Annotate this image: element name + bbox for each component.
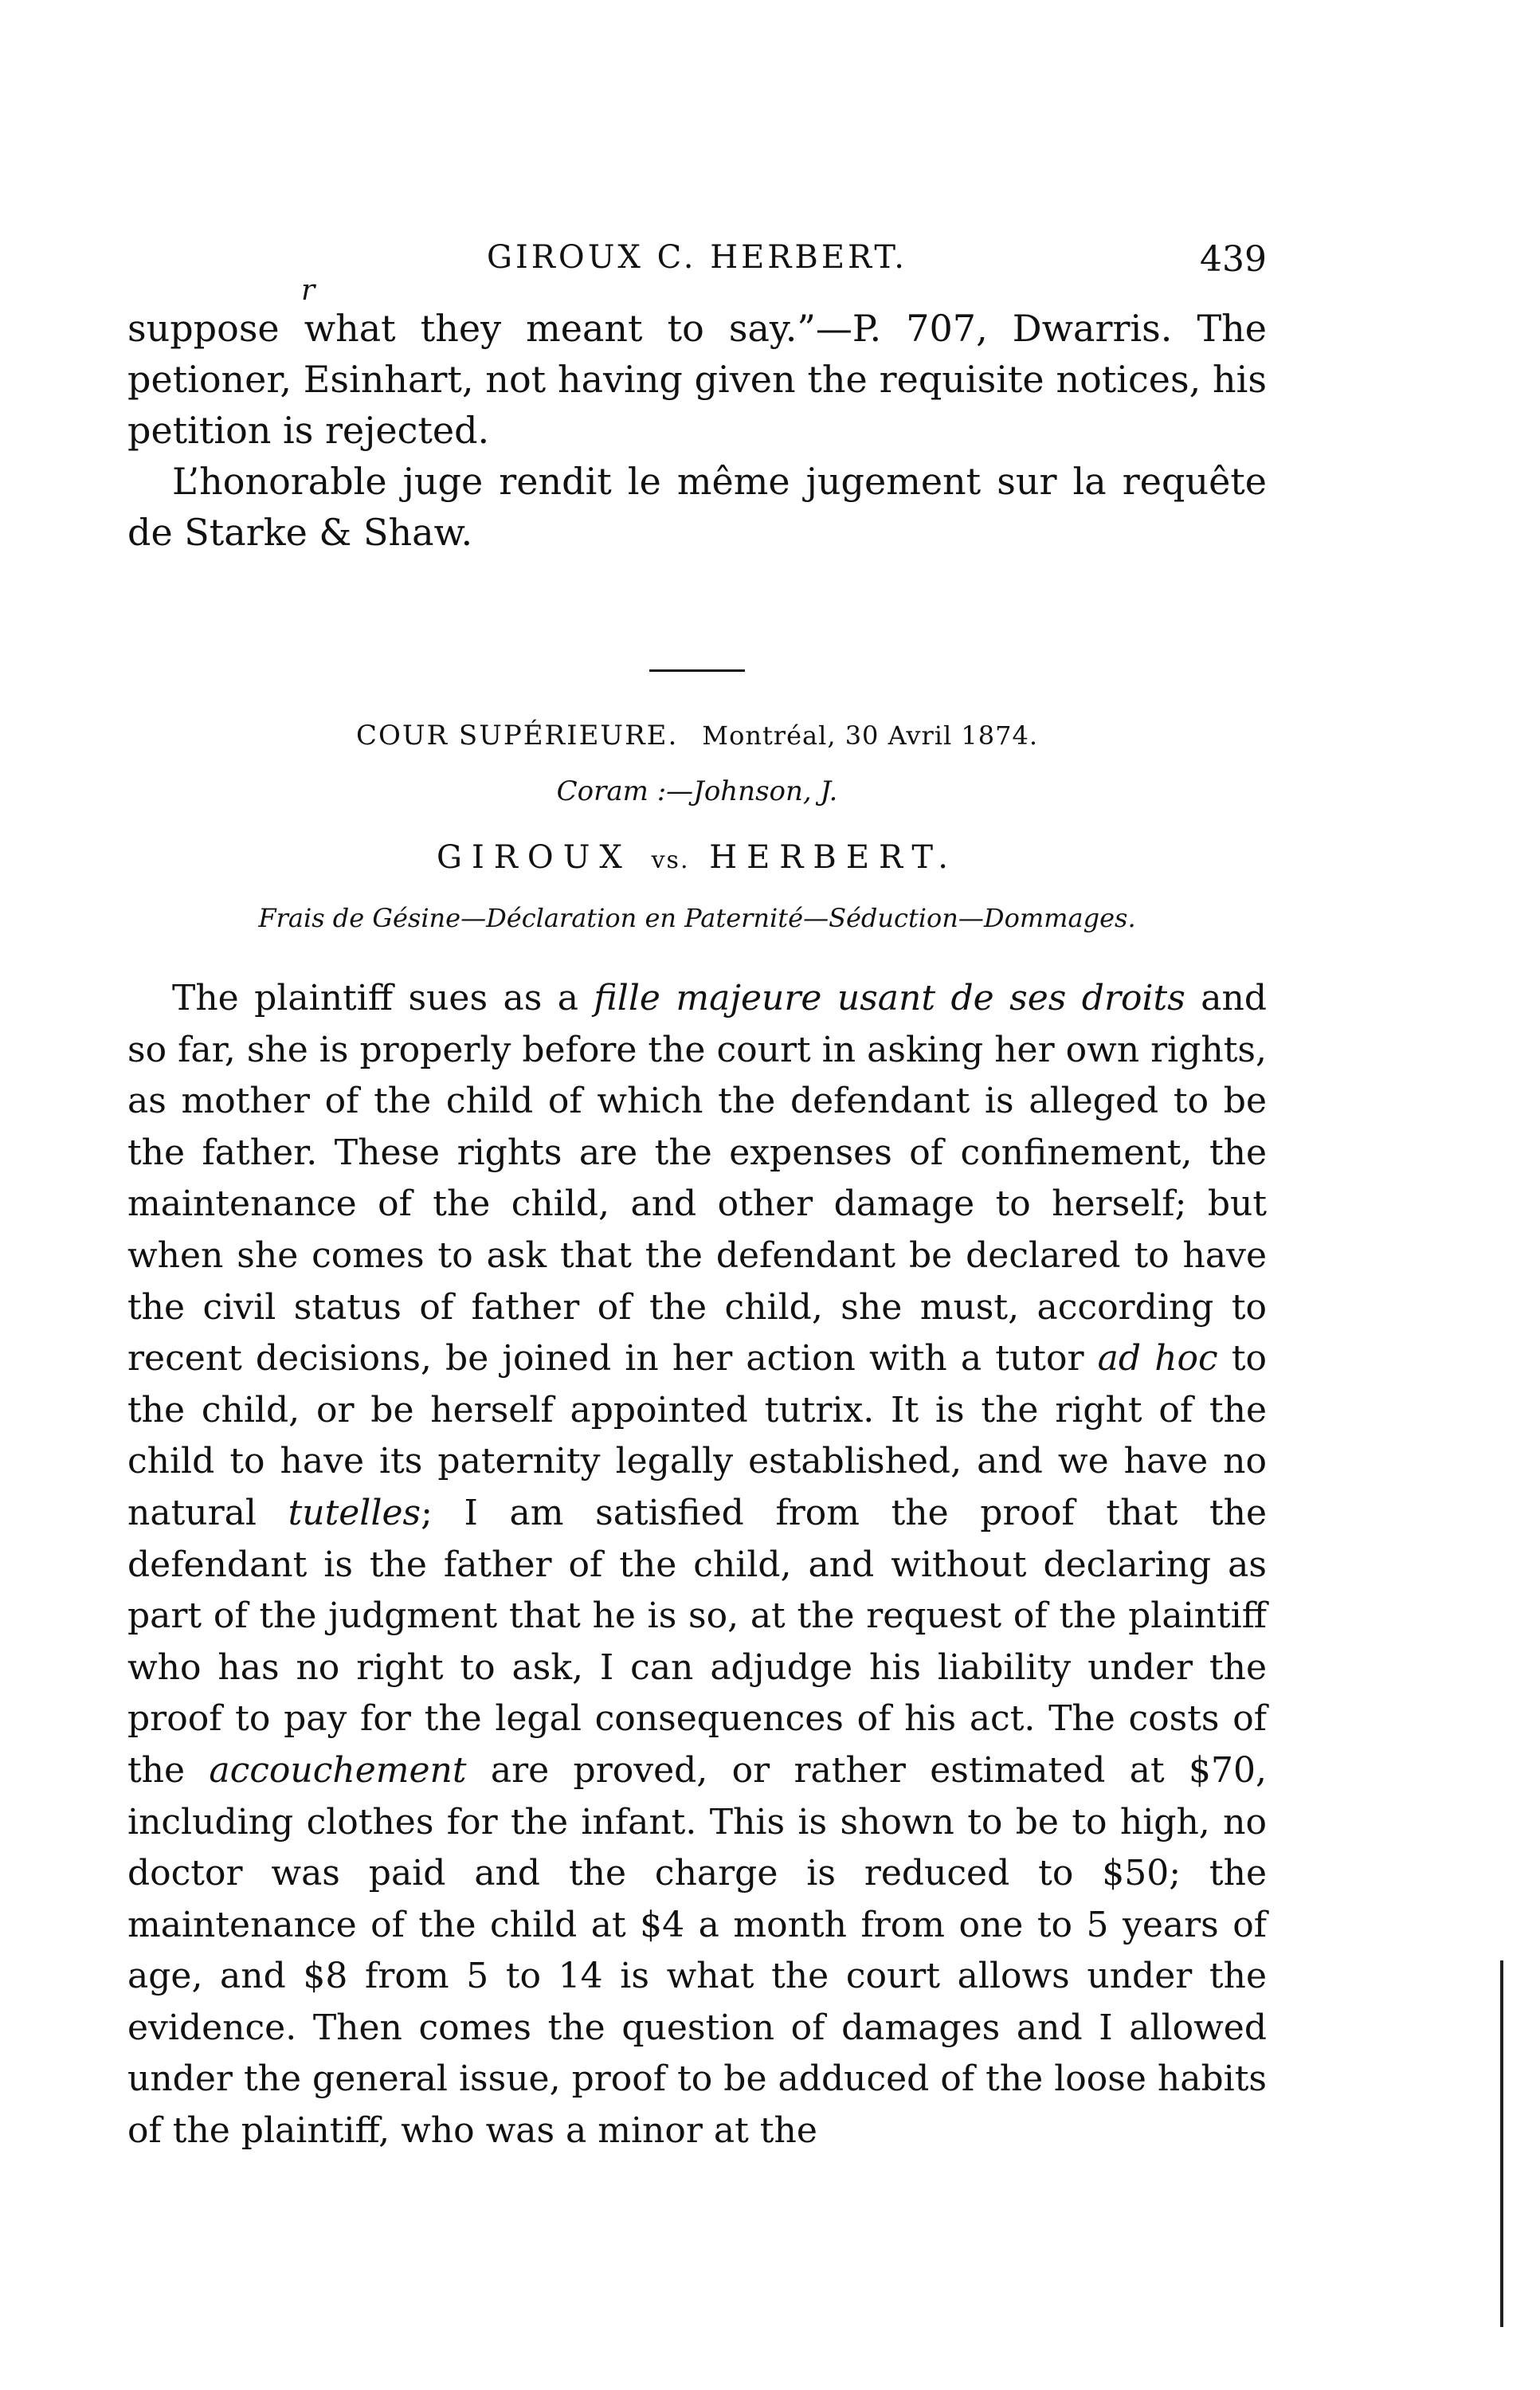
judgment-text <box>127 973 1267 2157</box>
judgment-segment: are proved, or rather estimated at $70, including clothes for the infant. This is shown to be to high, no doctor was paid and the charge is reduced to $50; the maintenance of the child at $4 a month from one to 5 years of age, and $8 from 5 to 14 is what the court allows under the evidence. Then comes the question of damages and I allowed under the general issue, proof to be adduced of the loose habits of the plaintiff, who was a minor at the <box>127 1749 1267 2152</box>
section-divider <box>649 669 745 672</box>
book-page <box>127 239 1267 2157</box>
coram-line: Coram :—Johnson, J. <box>556 775 838 807</box>
judgment-segment: to the child, or be herself appointed tutrix. It is the right of the child to have its paternity legally established, and we have no natural <box>127 1338 1267 1533</box>
printer-mark: r <box>301 274 315 307</box>
place-date: Montréal, 30 Avril 1874. <box>702 720 1039 751</box>
judgment-segment: The plaintiff sues as a <box>172 978 594 1018</box>
case-parties <box>127 839 1267 876</box>
judgment-italic: tutelles <box>288 1492 421 1533</box>
plaintiff-name: GIROUX <box>437 839 632 876</box>
judgment-italic: accouchement <box>209 1749 467 1791</box>
versus-label: vs. <box>651 846 690 874</box>
previous-case-paragraph: suppose what they meant to say.”—P. 707, Dwarris. The petioner, Esinhart, not having given the requisite notices, his petition is rejected. <box>127 307 1267 452</box>
court-name: COUR SUPÉRIEURE. <box>355 720 679 752</box>
running-title: GIROUX C. HERBERT. <box>487 239 907 276</box>
scan-edge-line <box>1500 1960 1503 2327</box>
judgment-segment: ; I am satisfied from the proof that the defendant is the father of the child, and without declaring as part of the judgment that he is so, at the request of the plaintiff who has no right to ask, I can adjudge his liability under the proof to pay for the legal consequences of his act. The costs of the <box>127 1492 1267 1791</box>
previous-case-conclusion <box>127 303 1267 558</box>
case-summary: Frais de Gésine—Déclaration en Paternité—Séduction—Dommages. <box>258 903 1136 933</box>
defendant-name: HERBERT. <box>709 839 958 876</box>
judgment-italic: fille majeure usant de ses droits <box>594 978 1185 1018</box>
page-number: 439 <box>1200 239 1267 280</box>
running-head <box>127 239 1267 307</box>
court-line <box>127 720 1267 752</box>
judgment-segment: and so far, she is properly before the court in asking her own rights, as mother of the child of which the defendant is alleged to be the father. These rights are the expenses of confinement, the maintenance of the child, and other damage to herself; but when she comes to ask that the defendant be declared to have the civil status of father of the child, she must, according to recent decisions, be joined in her action with a tutor <box>127 978 1267 1379</box>
judgment-italic: ad hoc <box>1097 1338 1218 1379</box>
previous-case-paragraph: L’honorable juge rendit le même jugement sur la requête de Starke & Shaw. <box>127 460 1267 554</box>
